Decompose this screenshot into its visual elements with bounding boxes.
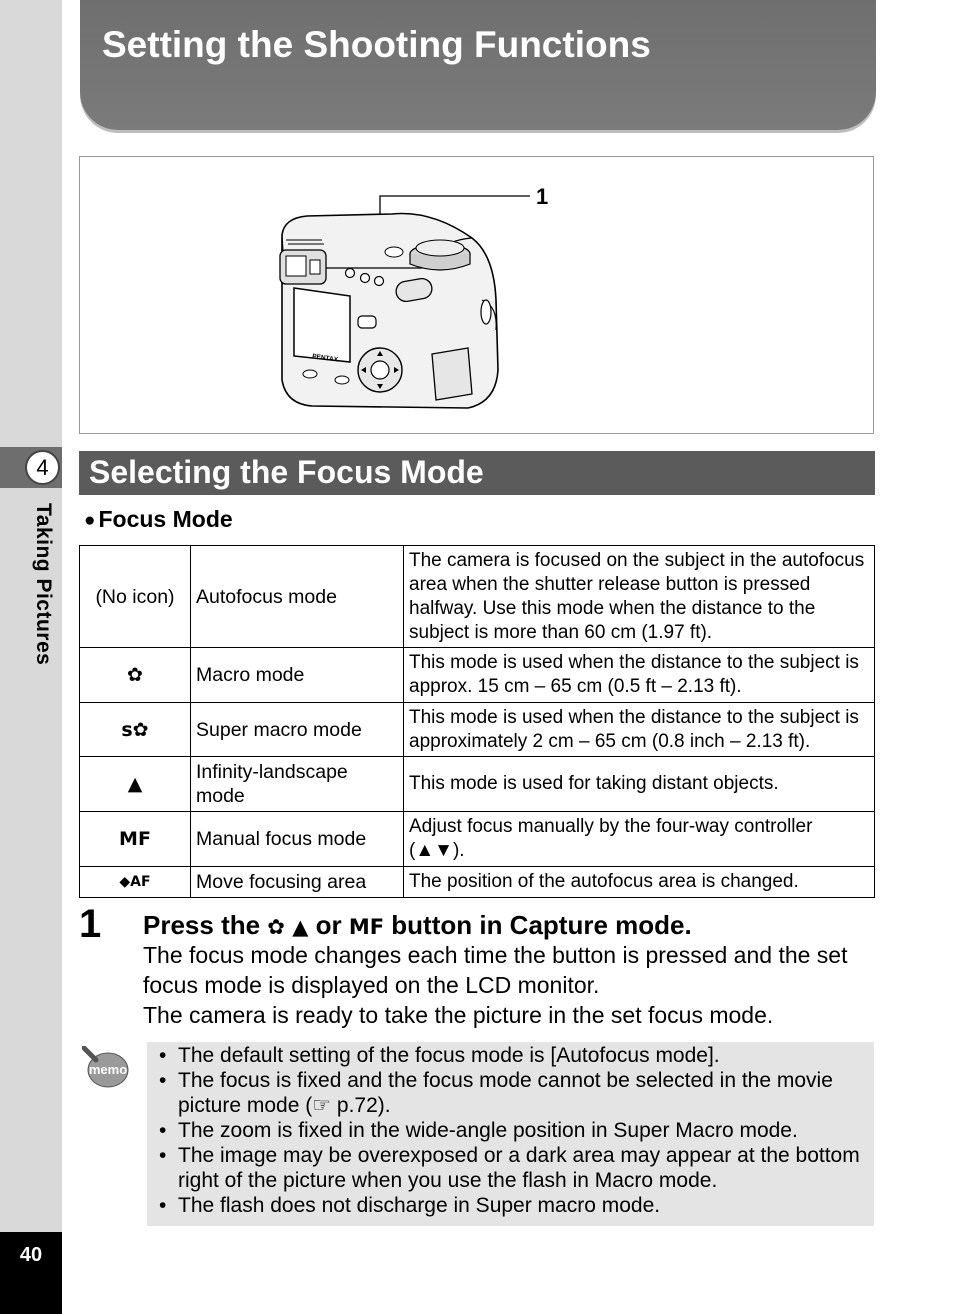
memo-item: • The image may be overexposed or a dark area may appear at the bottom right of the picture when you use the flash in Macro mode. bbox=[157, 1143, 867, 1193]
camera-illustration bbox=[272, 210, 504, 415]
step-title-suffix: button in Capture mode. bbox=[384, 910, 692, 940]
focus-mode-name: Autofocus mode bbox=[191, 546, 404, 648]
table-row bbox=[80, 757, 875, 812]
step-title-or: or bbox=[308, 910, 349, 940]
focus-mode-description: The position of the autofocus area is changed. bbox=[404, 867, 875, 898]
page-number: 40 bbox=[19, 1244, 43, 1266]
camera-brand-label: PENTAX bbox=[311, 353, 339, 364]
infinity-landscape-icon: ▲ bbox=[80, 757, 191, 812]
macro-landscape-icons: ✿ ▲ bbox=[267, 915, 309, 939]
step-paragraph: The focus mode changes each time the button is pressed and the set focus mode is displayed on the LCD monitor. bbox=[143, 942, 848, 998]
step-number: 1 bbox=[79, 902, 102, 946]
focus-mode-description: This mode is used when the distance to the subject is approx. 15 cm – 65 cm (0.5 ft – 2.13 ft). bbox=[404, 648, 875, 703]
subheading-bullet: ● bbox=[84, 510, 96, 531]
focus-mode-name: Infinity-landscape mode bbox=[191, 757, 404, 812]
memo-icon bbox=[82, 1046, 130, 1090]
memo-icon-label: memo bbox=[88, 1062, 128, 1077]
focus-icon-cell: (No icon) bbox=[80, 546, 191, 648]
memo-list bbox=[157, 1043, 867, 1218]
super-macro-icon: s✿ bbox=[80, 703, 191, 757]
table-row bbox=[80, 812, 875, 867]
page-title: Setting the Shooting Functions bbox=[102, 24, 651, 65]
step-body bbox=[143, 940, 883, 1030]
focus-mode-description: The camera is focused on the subject in the autofocus area when the shutter release button is pressed halfway. Use this mode when the distance to the subject is more than 60 cm (1.97 ft). bbox=[404, 546, 875, 648]
table-row bbox=[80, 703, 875, 757]
focus-mode-name: Manual focus mode bbox=[191, 812, 404, 867]
section-title: Selecting the Focus Mode bbox=[89, 454, 484, 490]
focus-mode-table bbox=[79, 545, 875, 898]
table-row bbox=[80, 867, 875, 898]
manual-focus-icon: MF bbox=[80, 812, 191, 867]
step-title-prefix: Press the bbox=[143, 910, 268, 940]
focus-mode-description: This mode is used when the distance to the subject is approximately 2 cm – 65 cm (0.8 inch – 2.13 ft). bbox=[404, 703, 875, 757]
subheading bbox=[84, 506, 233, 533]
table-row bbox=[80, 648, 875, 703]
focus-mode-name: Macro mode bbox=[191, 648, 404, 703]
focus-mode-description: Adjust focus manually by the four-way controller (▲▼). bbox=[404, 812, 875, 867]
move-focus-area-icon: ◆AF bbox=[80, 867, 191, 898]
manual-focus-icon: MF bbox=[348, 915, 385, 939]
memo-item: • The default setting of the focus mode is [Autofocus mode]. bbox=[157, 1043, 867, 1068]
chapter-title: Taking Pictures bbox=[32, 503, 55, 666]
chapter-number: 4 bbox=[25, 450, 60, 485]
subheading-text: Focus Mode bbox=[98, 506, 233, 532]
memo-item: • The zoom is fixed in the wide-angle position in Super Macro mode. bbox=[157, 1118, 867, 1143]
step-paragraph: The camera is ready to take the picture in the set focus mode. bbox=[143, 1002, 774, 1028]
focus-mode-name: Super macro mode bbox=[191, 703, 404, 757]
memo-item: • The flash does not discharge in Super macro mode. bbox=[157, 1193, 867, 1218]
focus-mode-description: This mode is used for taking distant objects. bbox=[404, 757, 875, 812]
callout-number: 1 bbox=[536, 184, 549, 209]
macro-icon: ✿ bbox=[80, 648, 191, 703]
memo-item: • The focus is fixed and the focus mode cannot be selected in the movie picture mode (☞ p.72). bbox=[157, 1068, 867, 1118]
step-title bbox=[143, 910, 692, 941]
focus-mode-name: Move focusing area bbox=[191, 867, 404, 898]
table-row bbox=[80, 546, 875, 648]
